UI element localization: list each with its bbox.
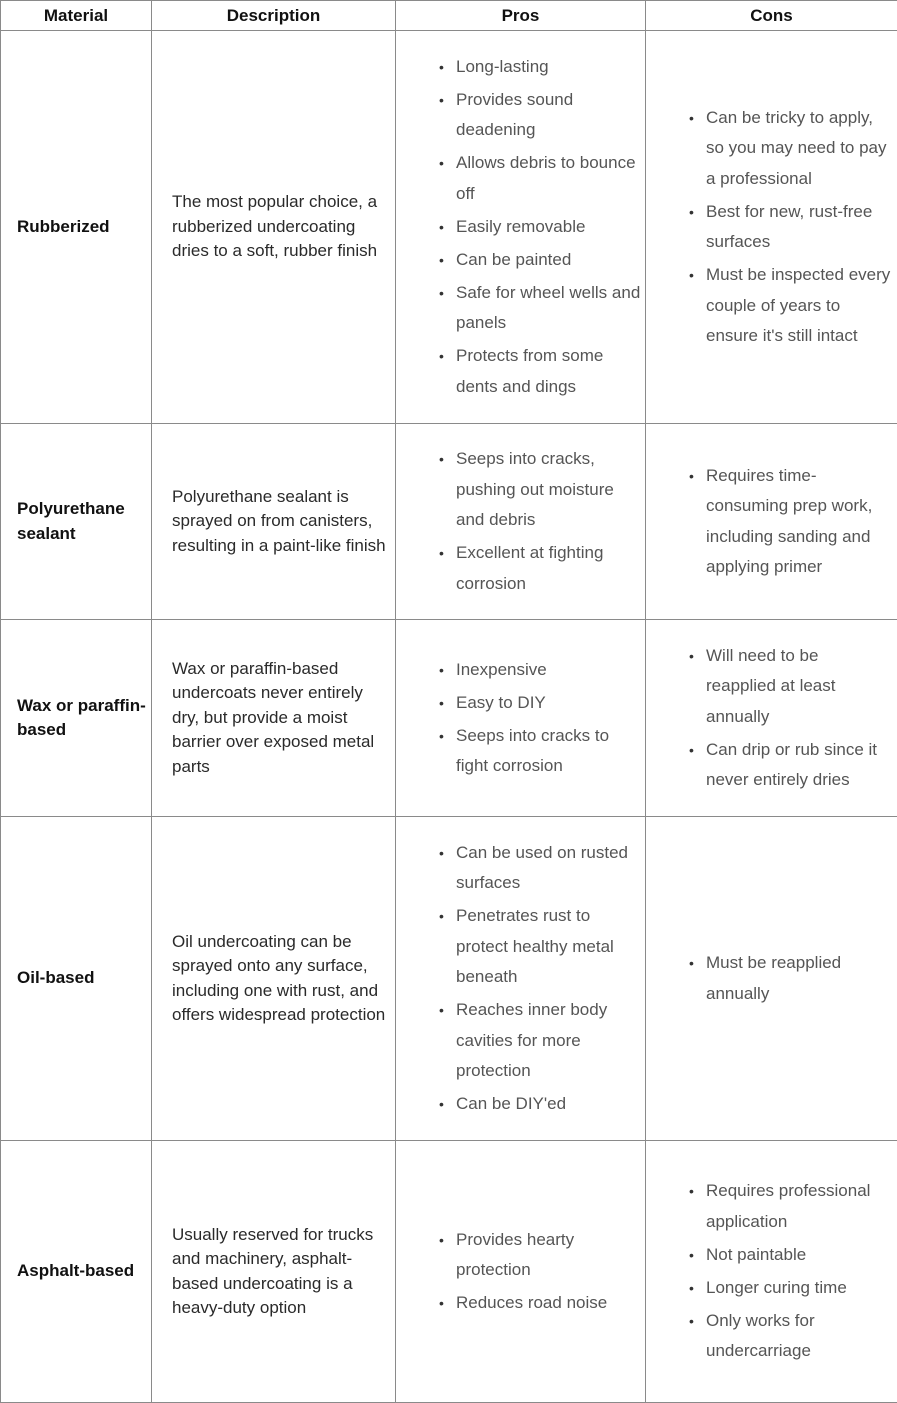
cons-cell	[646, 817, 897, 1141]
pro-item	[456, 52, 645, 83]
pro-text: Inexpensive	[456, 660, 547, 679]
header-cons: Cons	[646, 1, 897, 31]
bullet-icon: •	[439, 721, 444, 752]
pros-list	[396, 444, 645, 599]
pros-cell	[396, 424, 646, 620]
bullet-icon: •	[689, 1240, 694, 1271]
con-item	[706, 461, 897, 583]
bullet-icon: •	[439, 85, 444, 116]
bullet-icon: •	[439, 148, 444, 179]
con-item	[706, 197, 897, 258]
pro-text: Reaches inner body cavities for more protection	[456, 1000, 607, 1080]
pro-item	[456, 721, 645, 782]
pro-text: Seeps into cracks, pushing out moisture and debris	[456, 449, 614, 529]
material-description: The most popular choice, a rubberized undercoating dries to a soft, rubber finish	[152, 31, 396, 424]
material-name: Asphalt-based	[1, 1141, 152, 1403]
pro-text: Long-lasting	[456, 57, 549, 76]
con-text: Must be reapplied annually	[706, 953, 841, 1003]
table-row	[1, 620, 897, 817]
header-description: Description	[152, 1, 396, 31]
bullet-icon: •	[439, 538, 444, 569]
table-row	[1, 31, 897, 424]
con-text: Requires professional application	[706, 1181, 870, 1231]
material-description: Wax or paraffin-based undercoats never entirely dry, but provide a moist barrier over exposed metal parts	[152, 620, 396, 817]
pro-text: Seeps into cracks to fight corrosion	[456, 726, 609, 776]
bullet-icon: •	[439, 901, 444, 932]
bullet-icon: •	[689, 260, 694, 291]
pros-cell	[396, 1141, 646, 1403]
bullet-icon: •	[689, 103, 694, 134]
pros-cell	[396, 817, 646, 1141]
cons-cell	[646, 424, 897, 620]
pro-item	[456, 1089, 645, 1120]
header-pros: Pros	[396, 1, 646, 31]
pro-text: Penetrates rust to protect healthy metal beneath	[456, 906, 614, 986]
bullet-icon: •	[689, 948, 694, 979]
material-name: Oil-based	[1, 817, 152, 1141]
bullet-icon: •	[439, 278, 444, 309]
bullet-icon: •	[689, 641, 694, 672]
material-description: Oil undercoating can be sprayed onto any surface, including one with rust, and offers widespread protection	[152, 817, 396, 1141]
cons-list	[646, 641, 897, 796]
pro-text: Can be DIY'ed	[456, 1094, 566, 1113]
pro-item	[456, 1288, 645, 1319]
pro-text: Protects from some dents and dings	[456, 346, 603, 396]
table-body	[1, 31, 897, 1403]
con-item	[706, 641, 897, 733]
pro-item	[456, 688, 645, 719]
bullet-icon: •	[689, 1176, 694, 1207]
pro-text: Excellent at fighting corrosion	[456, 543, 603, 593]
bullet-icon: •	[439, 1089, 444, 1120]
cons-list	[646, 461, 897, 583]
con-item	[706, 1306, 897, 1367]
bullet-icon: •	[439, 52, 444, 83]
pros-cell	[396, 620, 646, 817]
con-item	[706, 948, 897, 1009]
pro-item	[456, 148, 645, 209]
pro-text: Provides hearty protection	[456, 1230, 574, 1280]
pros-list	[396, 52, 645, 403]
bullet-icon: •	[439, 838, 444, 869]
pro-text: Easy to DIY	[456, 693, 546, 712]
bullet-icon: •	[689, 735, 694, 766]
pro-item	[456, 655, 645, 686]
bullet-icon: •	[439, 444, 444, 475]
pros-list	[396, 1225, 645, 1319]
material-description: Polyurethane sealant is sprayed on from canisters, resulting in a paint-like finish	[152, 424, 396, 620]
con-item	[706, 103, 897, 195]
con-text: Only works for undercarriage	[706, 1311, 815, 1361]
con-text: Requires time-consuming prep work, including sanding and applying primer	[706, 466, 872, 577]
pros-cell	[396, 31, 646, 424]
pro-text: Can be painted	[456, 250, 571, 269]
pro-item	[456, 538, 645, 599]
bullet-icon: •	[439, 655, 444, 686]
cons-list	[646, 948, 897, 1009]
bullet-icon: •	[439, 212, 444, 243]
con-text: Best for new, rust-free surfaces	[706, 202, 872, 252]
bullet-icon: •	[439, 1288, 444, 1319]
bullet-icon: •	[689, 461, 694, 492]
con-item	[706, 1273, 897, 1304]
cons-cell	[646, 1141, 897, 1403]
pro-text: Easily removable	[456, 217, 585, 236]
pro-item	[456, 212, 645, 243]
material-name: Polyurethane sealant	[1, 424, 152, 620]
pro-text: Reduces road noise	[456, 1293, 607, 1312]
table-header	[1, 1, 897, 31]
bullet-icon: •	[439, 245, 444, 276]
cons-list	[646, 1176, 897, 1367]
pro-item	[456, 838, 645, 899]
cons-cell	[646, 31, 897, 424]
con-item	[706, 1176, 897, 1237]
pro-item	[456, 278, 645, 339]
con-item	[706, 260, 897, 352]
con-text: Can be tricky to apply, so you may need to pay a professional	[706, 108, 887, 188]
con-text: Can drip or rub since it never entirely dries	[706, 740, 877, 790]
bullet-icon: •	[689, 197, 694, 228]
bullet-icon: •	[439, 995, 444, 1026]
pro-text: Allows debris to bounce off	[456, 153, 636, 203]
pros-list	[396, 655, 645, 782]
bullet-icon: •	[439, 341, 444, 372]
pro-item	[456, 444, 645, 536]
material-description: Usually reserved for trucks and machinery, asphalt-based undercoating is a heavy-duty option	[152, 1141, 396, 1403]
pro-text: Provides sound deadening	[456, 90, 573, 140]
bullet-icon: •	[689, 1306, 694, 1337]
con-item	[706, 735, 897, 796]
pro-item	[456, 995, 645, 1087]
pro-item	[456, 245, 645, 276]
con-text: Must be inspected every couple of years to ensure it's still intact	[706, 265, 890, 345]
pro-item	[456, 1225, 645, 1286]
table-row	[1, 1141, 897, 1403]
cons-list	[646, 103, 897, 352]
con-item	[706, 1240, 897, 1271]
pro-item	[456, 901, 645, 993]
pros-list	[396, 838, 645, 1120]
con-text: Will need to be reapplied at least annually	[706, 646, 835, 726]
pro-text: Can be used on rusted surfaces	[456, 843, 628, 893]
material-name: Wax or paraffin-based	[1, 620, 152, 817]
cons-cell	[646, 620, 897, 817]
bullet-icon: •	[689, 1273, 694, 1304]
pro-text: Safe for wheel wells and panels	[456, 283, 640, 333]
table-row	[1, 424, 897, 620]
header-row	[1, 1, 897, 31]
con-text: Not paintable	[706, 1245, 806, 1264]
pro-item	[456, 85, 645, 146]
bullet-icon: •	[439, 688, 444, 719]
con-text: Longer curing time	[706, 1278, 847, 1297]
bullet-icon: •	[439, 1225, 444, 1256]
header-material: Material	[1, 1, 152, 31]
pro-item	[456, 341, 645, 402]
material-name: Rubberized	[1, 31, 152, 424]
table-row	[1, 817, 897, 1141]
